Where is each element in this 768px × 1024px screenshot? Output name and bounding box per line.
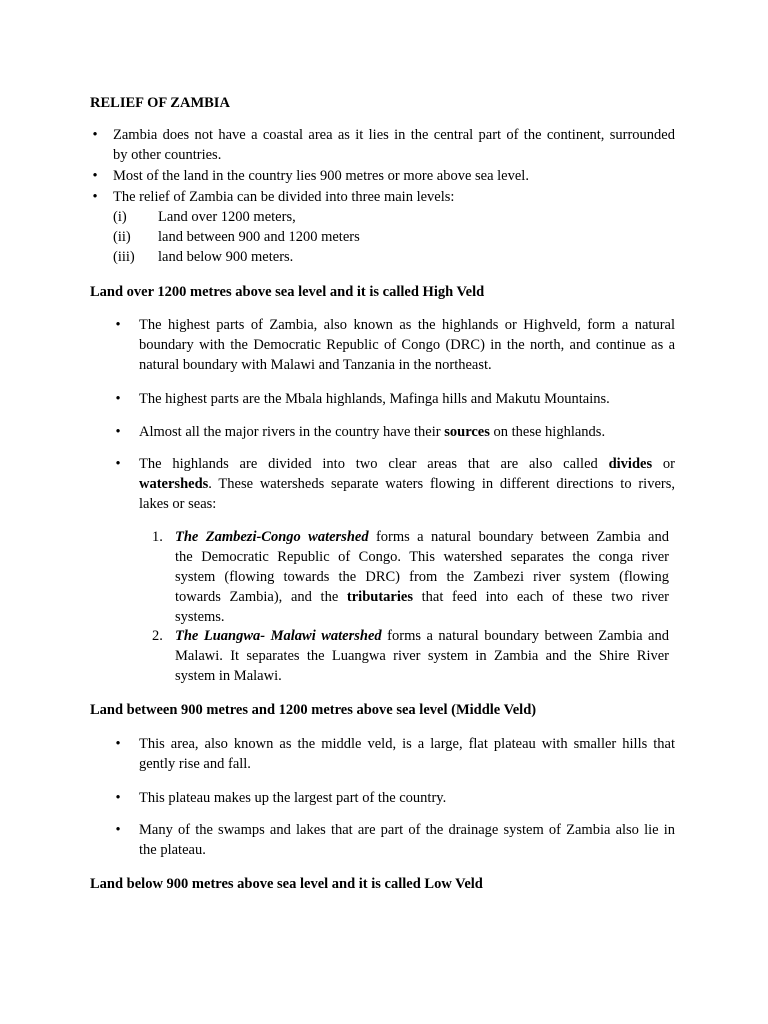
watershed-1-line-2: the Democratic Republic of Congo. This watershed separates the conga river: [175, 549, 669, 565]
watershed-1-line-3: system (flowing towards the DRC) from the Zambezi river system (flowing: [175, 569, 669, 585]
middle-veld-bullet-2: This plateau makes up the largest part of the country.: [139, 790, 447, 806]
level-number: (ii): [113, 229, 131, 245]
level-number: (iii): [113, 249, 135, 265]
middle-veld-bullet-3-line-2: the plateau.: [139, 842, 206, 858]
level-text: land below 900 meters.: [158, 249, 294, 265]
bullet-icon: •: [115, 736, 121, 752]
watershed-1-line-1: The Zambezi-Congo watershed forms a natural boundary between Zambia and: [175, 529, 669, 545]
level-text: land between 900 and 1200 meters: [158, 229, 360, 245]
watershed-2-line-2: Malawi. It separates the Luangwa river system in Zambia and the Shire River: [175, 648, 669, 664]
bullet-icon: •: [92, 189, 98, 205]
section-heading-high-veld: Land over 1200 metres above sea level and it is called High Veld: [90, 284, 485, 300]
section-heading-low-veld: Land below 900 metres above sea level and it is called Low Veld: [90, 876, 483, 892]
bullet-icon: •: [115, 424, 121, 440]
watershed-2-line-1: The Luangwa- Malawi watershed forms a natural boundary between Zambia and: [175, 628, 669, 644]
level-number: (i): [113, 209, 127, 225]
bullet-icon: •: [115, 317, 121, 333]
high-veld-bullet-2: The highest parts are the Mbala highlands, Mafinga hills and Makutu Mountains.: [139, 391, 610, 407]
high-veld-bullet-4-line-1: The highlands are divided into two clear areas that are also called divides or: [139, 456, 675, 472]
watershed-2-line-3: system in Malawi.: [175, 668, 282, 684]
high-veld-bullet-4-line-2: watersheds. These watersheds separate waters flowing in different directions to rivers,: [139, 476, 675, 492]
watershed-1-line-5: systems.: [175, 609, 225, 625]
list-number: 2.: [152, 628, 163, 644]
bullet-icon: •: [115, 456, 121, 472]
level-text: Land over 1200 meters,: [158, 209, 296, 225]
middle-veld-bullet-1-line-1: This area, also known as the middle veld, is a large, flat plateau with smaller hills that: [139, 736, 675, 752]
bullet-icon: •: [92, 127, 98, 143]
list-number: 1.: [152, 529, 163, 545]
high-veld-bullet-1-line-2: boundary with the Democratic Republic of Congo (DRC) in the north, and continue as a: [139, 337, 675, 353]
page-title: RELIEF OF ZAMBIA: [90, 95, 230, 111]
watershed-1-line-4: towards Zambia), and the tributaries that feed into each of these two river: [175, 589, 669, 605]
intro-bullet-2: Most of the land in the country lies 900 metres or more above sea level.: [113, 168, 529, 184]
high-veld-bullet-1-line-1: The highest parts of Zambia, also known as the highlands or Highveld, form a natural: [139, 317, 675, 333]
intro-bullet-1-line-1: Zambia does not have a coastal area as it lies in the central part of the continent, surrounded: [113, 127, 675, 143]
high-veld-bullet-1-line-3: natural boundary with Malawi and Tanzania in the northeast.: [139, 357, 492, 373]
middle-veld-bullet-3-line-1: Many of the swamps and lakes that are part of the drainage system of Zambia also lie in: [139, 822, 675, 838]
high-veld-bullet-3: Almost all the major rivers in the country have their sources on these highlands.: [139, 424, 606, 440]
section-heading-middle-veld: Land between 900 metres and 1200 metres above sea level (Middle Veld): [90, 702, 537, 718]
bullet-icon: •: [92, 168, 98, 184]
middle-veld-bullet-1-line-2: gently rise and fall.: [139, 756, 251, 772]
bullet-icon: •: [115, 391, 121, 407]
bullet-icon: •: [115, 790, 121, 806]
bullet-icon: •: [115, 822, 121, 838]
intro-bullet-3: The relief of Zambia can be divided into three main levels:: [113, 189, 455, 205]
high-veld-bullet-4-line-3: lakes or seas:: [139, 496, 217, 512]
intro-bullet-1-line-2: by other countries.: [113, 147, 222, 163]
